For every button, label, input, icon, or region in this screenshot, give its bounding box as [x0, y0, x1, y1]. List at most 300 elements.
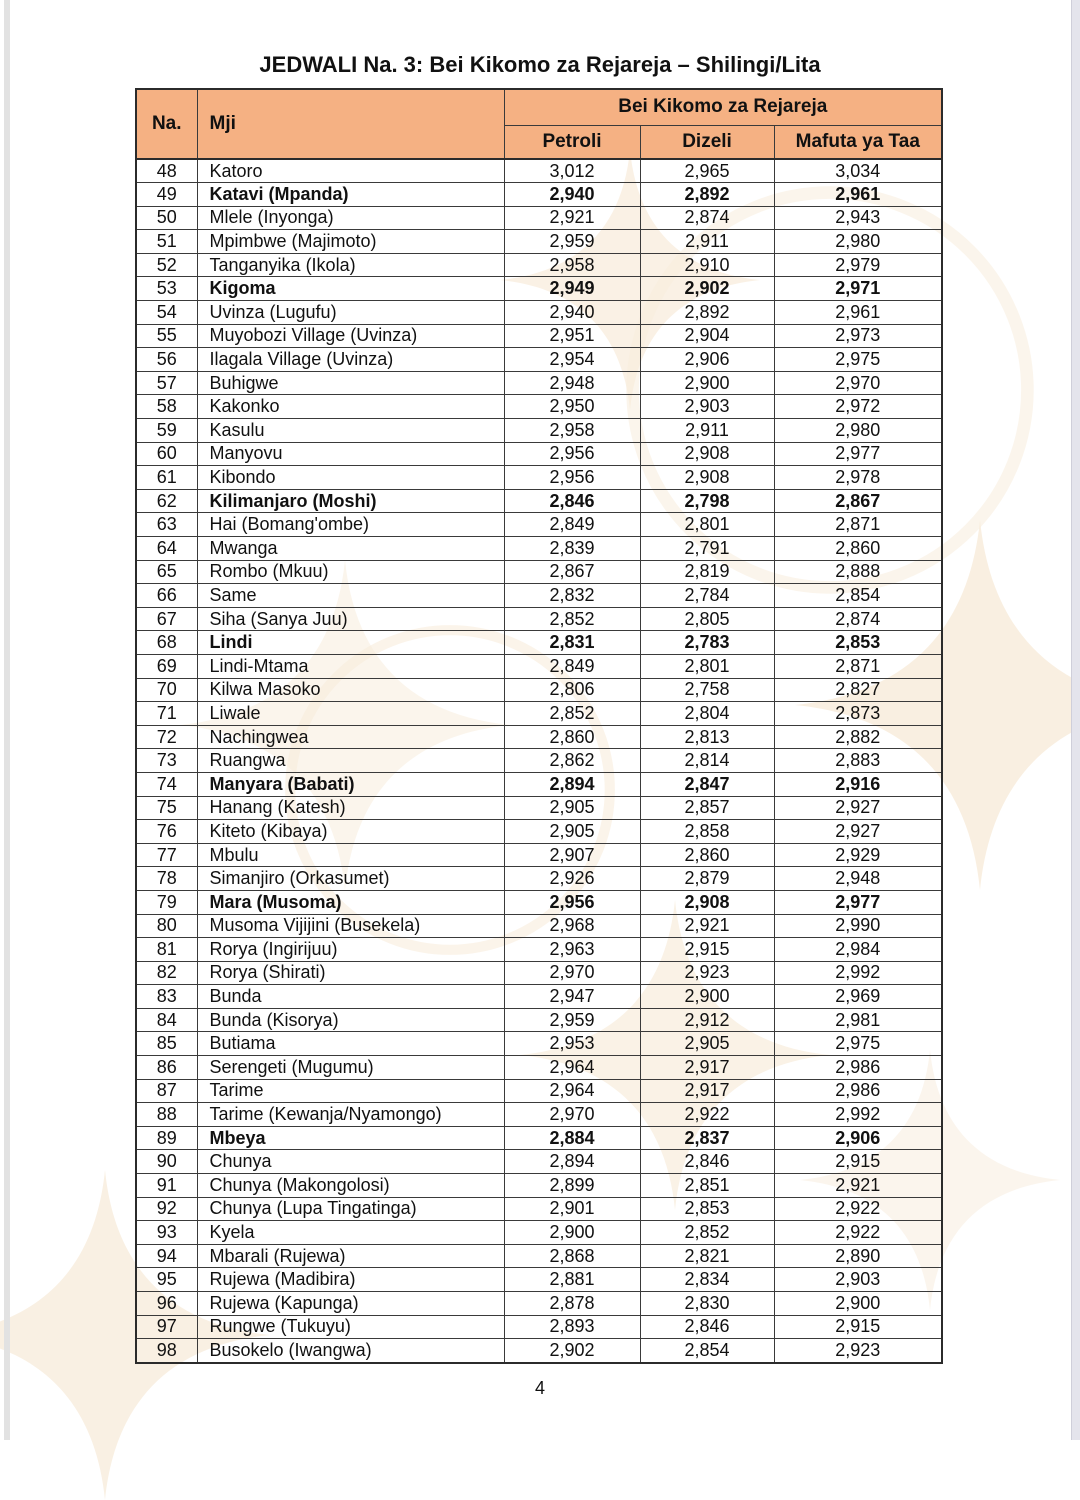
- table-row: [136, 513, 942, 537]
- cell-na: 48: [136, 159, 197, 183]
- cell-mafuta: 2,923: [774, 1339, 942, 1363]
- table-row: [136, 1315, 942, 1339]
- cell-mafuta: 2,871: [774, 513, 942, 537]
- cell-petroli: 2,947: [504, 985, 640, 1009]
- cell-mafuta: 2,978: [774, 466, 942, 490]
- table-header: [136, 89, 942, 159]
- cell-petroli: 2,921: [504, 206, 640, 230]
- table-row: [136, 820, 942, 844]
- cell-mji: Chunya (Lupa Tingatinga): [197, 1197, 504, 1221]
- cell-dizeli: 2,783: [640, 631, 774, 655]
- cell-petroli: 2,884: [504, 1126, 640, 1150]
- table-row: [136, 1174, 942, 1198]
- cell-mafuta: 2,827: [774, 678, 942, 702]
- cell-na: 50: [136, 206, 197, 230]
- cell-mji: Kigoma: [197, 277, 504, 301]
- cell-mji: Kiteto (Kibaya): [197, 820, 504, 844]
- table-row: [136, 1008, 942, 1032]
- table-row: [136, 1056, 942, 1080]
- cell-petroli: 2,839: [504, 537, 640, 561]
- cell-mafuta: 2,948: [774, 867, 942, 891]
- cell-dizeli: 2,911: [640, 419, 774, 443]
- cell-dizeli: 2,908: [640, 890, 774, 914]
- cell-mji: Chunya: [197, 1150, 504, 1174]
- header-dizeli: Dizeli: [640, 125, 774, 159]
- cell-mji: Nachingwea: [197, 725, 504, 749]
- cell-mji: Busokelo (Iwangwa): [197, 1339, 504, 1363]
- table-row: [136, 772, 942, 796]
- cell-petroli: 2,902: [504, 1339, 640, 1363]
- cell-mji: Simanjiro (Orkasumet): [197, 867, 504, 891]
- cell-mji: Mpimbwe (Majimoto): [197, 230, 504, 254]
- cell-petroli: 2,956: [504, 466, 640, 490]
- cell-mafuta: 2,977: [774, 890, 942, 914]
- table-row: [136, 183, 942, 207]
- cell-na: 92: [136, 1197, 197, 1221]
- cell-mafuta: 2,921: [774, 1174, 942, 1198]
- cell-petroli: 2,958: [504, 419, 640, 443]
- table-row: [136, 395, 942, 419]
- table-row: [136, 749, 942, 773]
- table-row: [136, 867, 942, 891]
- cell-dizeli: 2,846: [640, 1315, 774, 1339]
- cell-mji: Katavi (Mpanda): [197, 183, 504, 207]
- cell-na: 76: [136, 820, 197, 844]
- cell-mji: Chunya (Makongolosi): [197, 1174, 504, 1198]
- table-row: [136, 961, 942, 985]
- cell-mji: Lindi: [197, 631, 504, 655]
- cell-na: 49: [136, 183, 197, 207]
- cell-mji: Mlele (Inyonga): [197, 206, 504, 230]
- cell-na: 68: [136, 631, 197, 655]
- cell-na: 94: [136, 1244, 197, 1268]
- cell-mafuta: 2,977: [774, 442, 942, 466]
- cell-petroli: 2,849: [504, 513, 640, 537]
- cell-dizeli: 2,922: [640, 1103, 774, 1127]
- cell-mafuta: 2,961: [774, 183, 942, 207]
- cell-mafuta: 2,986: [774, 1079, 942, 1103]
- cell-na: 86: [136, 1056, 197, 1080]
- cell-mafuta: 2,969: [774, 985, 942, 1009]
- cell-mafuta: 2,961: [774, 301, 942, 325]
- cell-petroli: 2,899: [504, 1174, 640, 1198]
- table-row: [136, 702, 942, 726]
- table-row: [136, 253, 942, 277]
- cell-na: 81: [136, 938, 197, 962]
- cell-mafuta: 2,972: [774, 395, 942, 419]
- cell-petroli: 2,867: [504, 560, 640, 584]
- table-row: [136, 1197, 942, 1221]
- cell-dizeli: 2,915: [640, 938, 774, 962]
- cell-mji: Bunda (Kisorya): [197, 1008, 504, 1032]
- table-row: [136, 1079, 942, 1103]
- cell-petroli: 2,963: [504, 938, 640, 962]
- cell-mafuta: 2,984: [774, 938, 942, 962]
- cell-mji: Rombo (Mkuu): [197, 560, 504, 584]
- cell-dizeli: 2,784: [640, 584, 774, 608]
- cell-mafuta: 2,971: [774, 277, 942, 301]
- cell-na: 90: [136, 1150, 197, 1174]
- table-row: [136, 938, 942, 962]
- cell-mafuta: 2,986: [774, 1056, 942, 1080]
- cell-mji: Rujewa (Madibira): [197, 1268, 504, 1292]
- cell-na: 83: [136, 985, 197, 1009]
- table-row: [136, 985, 942, 1009]
- table-row: [136, 1268, 942, 1292]
- cell-na: 51: [136, 230, 197, 254]
- price-table: [135, 88, 943, 1364]
- table-row: [136, 1244, 942, 1268]
- cell-mafuta: 2,980: [774, 419, 942, 443]
- cell-petroli: 2,905: [504, 796, 640, 820]
- cell-mafuta: 2,992: [774, 1103, 942, 1127]
- cell-mji: Liwale: [197, 702, 504, 726]
- cell-mafuta: 3,034: [774, 159, 942, 183]
- header-petroli: Petroli: [504, 125, 640, 159]
- cell-na: 87: [136, 1079, 197, 1103]
- cell-mji: Manyara (Babati): [197, 772, 504, 796]
- cell-na: 88: [136, 1103, 197, 1127]
- table-row: [136, 1126, 942, 1150]
- cell-dizeli: 2,965: [640, 159, 774, 183]
- cell-mji: Mwanga: [197, 537, 504, 561]
- table-row: [136, 230, 942, 254]
- cell-mafuta: 2,980: [774, 230, 942, 254]
- page-edge-left: [4, 0, 10, 1440]
- cell-na: 93: [136, 1221, 197, 1245]
- cell-na: 82: [136, 961, 197, 985]
- cell-mafuta: 2,970: [774, 371, 942, 395]
- cell-petroli: 2,831: [504, 631, 640, 655]
- cell-mafuta: 2,883: [774, 749, 942, 773]
- cell-mji: Same: [197, 584, 504, 608]
- cell-mafuta: 2,900: [774, 1292, 942, 1316]
- cell-dizeli: 2,805: [640, 607, 774, 631]
- cell-dizeli: 2,879: [640, 867, 774, 891]
- cell-mji: Uvinza (Lugufu): [197, 301, 504, 325]
- table-row: [136, 890, 942, 914]
- cell-dizeli: 2,917: [640, 1079, 774, 1103]
- table-row: [136, 725, 942, 749]
- table-row: [136, 206, 942, 230]
- cell-mji: Kilimanjaro (Moshi): [197, 489, 504, 513]
- page-edge-right: [1071, 0, 1080, 1440]
- cell-na: 97: [136, 1315, 197, 1339]
- cell-mji: Kyela: [197, 1221, 504, 1245]
- cell-dizeli: 2,852: [640, 1221, 774, 1245]
- cell-petroli: 2,970: [504, 1103, 640, 1127]
- cell-na: 66: [136, 584, 197, 608]
- cell-dizeli: 2,847: [640, 772, 774, 796]
- cell-mji: Mbulu: [197, 843, 504, 867]
- table-row: [136, 1032, 942, 1056]
- table-row: [136, 914, 942, 938]
- cell-petroli: 2,893: [504, 1315, 640, 1339]
- cell-dizeli: 2,858: [640, 820, 774, 844]
- table-row: [136, 277, 942, 301]
- table-row: [136, 631, 942, 655]
- cell-petroli: 2,954: [504, 348, 640, 372]
- cell-dizeli: 2,908: [640, 442, 774, 466]
- cell-petroli: 2,959: [504, 1008, 640, 1032]
- cell-na: 56: [136, 348, 197, 372]
- cell-petroli: 2,878: [504, 1292, 640, 1316]
- cell-mafuta: 2,853: [774, 631, 942, 655]
- cell-mji: Ruangwa: [197, 749, 504, 773]
- cell-dizeli: 2,911: [640, 230, 774, 254]
- cell-mji: Rujewa (Kapunga): [197, 1292, 504, 1316]
- cell-mji: Katoro: [197, 159, 504, 183]
- cell-petroli: 2,862: [504, 749, 640, 773]
- cell-dizeli: 2,902: [640, 277, 774, 301]
- cell-na: 67: [136, 607, 197, 631]
- cell-dizeli: 2,853: [640, 1197, 774, 1221]
- cell-petroli: 2,940: [504, 183, 640, 207]
- cell-petroli: 2,958: [504, 253, 640, 277]
- cell-mafuta: 2,981: [774, 1008, 942, 1032]
- cell-na: 55: [136, 324, 197, 348]
- cell-dizeli: 2,758: [640, 678, 774, 702]
- cell-na: 60: [136, 442, 197, 466]
- cell-mafuta: 2,990: [774, 914, 942, 938]
- table-row: [136, 348, 942, 372]
- table-row: [136, 607, 942, 631]
- table-row: [136, 584, 942, 608]
- cell-petroli: 2,926: [504, 867, 640, 891]
- cell-petroli: 2,881: [504, 1268, 640, 1292]
- cell-mji: Buhigwe: [197, 371, 504, 395]
- cell-na: 54: [136, 301, 197, 325]
- cell-dizeli: 2,791: [640, 537, 774, 561]
- cell-mafuta: 2,871: [774, 654, 942, 678]
- table-row: [136, 324, 942, 348]
- cell-na: 64: [136, 537, 197, 561]
- table-row: [136, 654, 942, 678]
- cell-na: 73: [136, 749, 197, 773]
- table-row: [136, 301, 942, 325]
- header-mafuta: Mafuta ya Taa: [774, 125, 942, 159]
- cell-mafuta: 2,915: [774, 1315, 942, 1339]
- cell-mji: Muyobozi Village (Uvinza): [197, 324, 504, 348]
- cell-petroli: 2,907: [504, 843, 640, 867]
- cell-na: 98: [136, 1339, 197, 1363]
- cell-na: 75: [136, 796, 197, 820]
- cell-dizeli: 2,860: [640, 843, 774, 867]
- cell-dizeli: 2,814: [640, 749, 774, 773]
- cell-mji: Bunda: [197, 985, 504, 1009]
- cell-na: 95: [136, 1268, 197, 1292]
- cell-petroli: 2,951: [504, 324, 640, 348]
- table-row: [136, 442, 942, 466]
- cell-mji: Mbeya: [197, 1126, 504, 1150]
- cell-dizeli: 2,910: [640, 253, 774, 277]
- cell-mafuta: 2,867: [774, 489, 942, 513]
- cell-petroli: 2,901: [504, 1197, 640, 1221]
- cell-mafuta: 2,860: [774, 537, 942, 561]
- cell-dizeli: 2,921: [640, 914, 774, 938]
- cell-petroli: 3,012: [504, 159, 640, 183]
- table-row: [136, 419, 942, 443]
- cell-mji: Musoma Vijijini (Busekela): [197, 914, 504, 938]
- cell-mafuta: 2,922: [774, 1221, 942, 1245]
- cell-mafuta: 2,979: [774, 253, 942, 277]
- cell-mji: Tarime (Kewanja/Nyamongo): [197, 1103, 504, 1127]
- cell-na: 89: [136, 1126, 197, 1150]
- table-row: [136, 159, 942, 183]
- cell-mji: Hai (Bomang'ombe): [197, 513, 504, 537]
- cell-petroli: 2,964: [504, 1079, 640, 1103]
- cell-dizeli: 2,821: [640, 1244, 774, 1268]
- cell-na: 80: [136, 914, 197, 938]
- page-title: JEDWALI Na. 3: Bei Kikomo za Rejareja – Shilingi/Lita: [259, 52, 821, 77]
- table-row: [136, 371, 942, 395]
- table-row: [136, 537, 942, 561]
- cell-mji: Ilagala Village (Uvinza): [197, 348, 504, 372]
- cell-mafuta: 2,916: [774, 772, 942, 796]
- cell-mafuta: 2,874: [774, 607, 942, 631]
- cell-mji: Mbarali (Rujewa): [197, 1244, 504, 1268]
- cell-petroli: 2,940: [504, 301, 640, 325]
- table-row: [136, 560, 942, 584]
- cell-dizeli: 2,801: [640, 654, 774, 678]
- cell-mji: Kilwa Masoko: [197, 678, 504, 702]
- cell-na: 85: [136, 1032, 197, 1056]
- table-body: [136, 159, 942, 1363]
- cell-mafuta: 2,929: [774, 843, 942, 867]
- cell-dizeli: 2,857: [640, 796, 774, 820]
- cell-dizeli: 2,819: [640, 560, 774, 584]
- cell-na: 74: [136, 772, 197, 796]
- cell-dizeli: 2,923: [640, 961, 774, 985]
- cell-mafuta: 2,873: [774, 702, 942, 726]
- table-row: [136, 843, 942, 867]
- cell-petroli: 2,964: [504, 1056, 640, 1080]
- cell-dizeli: 2,834: [640, 1268, 774, 1292]
- header-na: Na.: [136, 89, 197, 159]
- cell-dizeli: 2,900: [640, 985, 774, 1009]
- cell-mji: Lindi-Mtama: [197, 654, 504, 678]
- cell-na: 52: [136, 253, 197, 277]
- cell-na: 72: [136, 725, 197, 749]
- cell-mafuta: 2,888: [774, 560, 942, 584]
- cell-mafuta: 2,922: [774, 1197, 942, 1221]
- cell-na: 61: [136, 466, 197, 490]
- table-row: [136, 796, 942, 820]
- cell-dizeli: 2,846: [640, 1150, 774, 1174]
- cell-dizeli: 2,905: [640, 1032, 774, 1056]
- cell-mafuta: 2,882: [774, 725, 942, 749]
- cell-na: 96: [136, 1292, 197, 1316]
- cell-mafuta: 2,915: [774, 1150, 942, 1174]
- cell-na: 84: [136, 1008, 197, 1032]
- cell-dizeli: 2,851: [640, 1174, 774, 1198]
- cell-petroli: 2,852: [504, 702, 640, 726]
- header-mji: Mji: [197, 89, 504, 159]
- cell-mji: Serengeti (Mugumu): [197, 1056, 504, 1080]
- cell-petroli: 2,956: [504, 890, 640, 914]
- cell-mji: Kasulu: [197, 419, 504, 443]
- cell-mji: Rungwe (Tukuyu): [197, 1315, 504, 1339]
- cell-dizeli: 2,804: [640, 702, 774, 726]
- cell-mafuta: 2,992: [774, 961, 942, 985]
- cell-petroli: 2,949: [504, 277, 640, 301]
- cell-dizeli: 2,798: [640, 489, 774, 513]
- table-row: [136, 678, 942, 702]
- table-row: [136, 1339, 942, 1363]
- table-row: [136, 489, 942, 513]
- cell-na: 58: [136, 395, 197, 419]
- cell-na: 71: [136, 702, 197, 726]
- cell-dizeli: 2,892: [640, 183, 774, 207]
- page-number: 4: [534, 1378, 545, 1398]
- cell-petroli: 2,953: [504, 1032, 640, 1056]
- cell-na: 57: [136, 371, 197, 395]
- cell-na: 69: [136, 654, 197, 678]
- cell-petroli: 2,868: [504, 1244, 640, 1268]
- table-row: [136, 1292, 942, 1316]
- cell-petroli: 2,905: [504, 820, 640, 844]
- cell-dizeli: 2,801: [640, 513, 774, 537]
- cell-na: 59: [136, 419, 197, 443]
- cell-na: 63: [136, 513, 197, 537]
- cell-petroli: 2,950: [504, 395, 640, 419]
- cell-mji: Hanang (Katesh): [197, 796, 504, 820]
- cell-mji: Siha (Sanya Juu): [197, 607, 504, 631]
- cell-mji: Kakonko: [197, 395, 504, 419]
- cell-dizeli: 2,908: [640, 466, 774, 490]
- cell-dizeli: 2,912: [640, 1008, 774, 1032]
- cell-petroli: 2,894: [504, 1150, 640, 1174]
- cell-na: 53: [136, 277, 197, 301]
- cell-mafuta: 2,973: [774, 324, 942, 348]
- cell-mafuta: 2,854: [774, 584, 942, 608]
- cell-mafuta: 2,975: [774, 348, 942, 372]
- table-row: [136, 1103, 942, 1127]
- cell-petroli: 2,832: [504, 584, 640, 608]
- cell-dizeli: 2,892: [640, 301, 774, 325]
- cell-na: 91: [136, 1174, 197, 1198]
- cell-mji: Kibondo: [197, 466, 504, 490]
- cell-mafuta: 2,927: [774, 796, 942, 820]
- cell-dizeli: 2,837: [640, 1126, 774, 1150]
- cell-mafuta: 2,927: [774, 820, 942, 844]
- cell-na: 65: [136, 560, 197, 584]
- cell-mji: Mara (Musoma): [197, 890, 504, 914]
- cell-dizeli: 2,874: [640, 206, 774, 230]
- cell-dizeli: 2,906: [640, 348, 774, 372]
- cell-petroli: 2,894: [504, 772, 640, 796]
- cell-petroli: 2,968: [504, 914, 640, 938]
- cell-na: 79: [136, 890, 197, 914]
- cell-petroli: 2,849: [504, 654, 640, 678]
- cell-petroli: 2,852: [504, 607, 640, 631]
- table-row: [136, 1150, 942, 1174]
- cell-mafuta: 2,903: [774, 1268, 942, 1292]
- cell-mji: Tarime: [197, 1079, 504, 1103]
- cell-mafuta: 2,906: [774, 1126, 942, 1150]
- cell-na: 77: [136, 843, 197, 867]
- cell-na: 62: [136, 489, 197, 513]
- cell-dizeli: 2,854: [640, 1339, 774, 1363]
- cell-mji: Rorya (Ingirijuu): [197, 938, 504, 962]
- table-row: [136, 1221, 942, 1245]
- cell-mafuta: 2,943: [774, 206, 942, 230]
- cell-petroli: 2,970: [504, 961, 640, 985]
- cell-petroli: 2,860: [504, 725, 640, 749]
- cell-mji: Rorya (Shirati): [197, 961, 504, 985]
- cell-na: 70: [136, 678, 197, 702]
- cell-dizeli: 2,900: [640, 371, 774, 395]
